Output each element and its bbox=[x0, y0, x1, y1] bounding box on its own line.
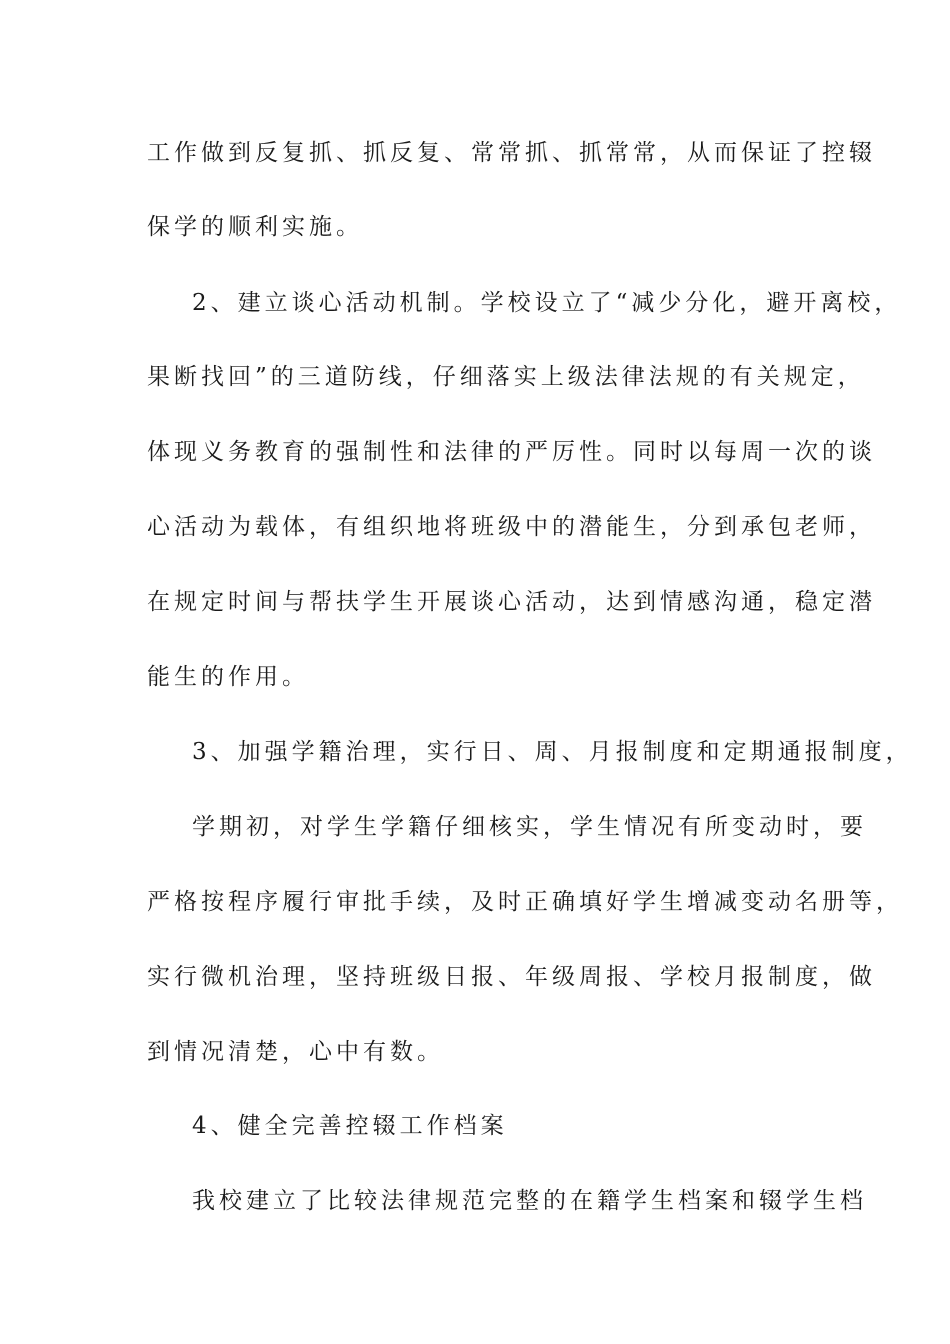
text-line: 在规定时间与帮扶学生开展谈心活动，达到情感沟通，稳定潜 bbox=[147, 589, 876, 615]
text-line: 到情况清楚，心中有数。 bbox=[147, 1039, 444, 1065]
text-line: 3、加强学籍治理，实行日、周、月报制度和定期通报制度， bbox=[192, 739, 913, 765]
text-line: 实行微机治理，坚持班级日报、年级周报、学校月报制度，做 bbox=[147, 964, 876, 990]
text-line: 我校建立了比较法律规范完整的在籍学生档案和辍学生档 bbox=[192, 1188, 867, 1214]
text-line: 保学的顺利实施。 bbox=[147, 214, 363, 240]
text-line: 2、建立谈心活动机制。学校设立了“减少分化，避开离校， bbox=[192, 290, 902, 316]
text-line: 心活动为载体，有组织地将班级中的潜能生，分到承包老师， bbox=[147, 514, 876, 540]
text-line: 工作做到反复抓、抓反复、常常抓、抓常常，从而保证了控辍 bbox=[147, 140, 876, 166]
text-line: 4、健全完善控辍工作档案 bbox=[192, 1113, 508, 1139]
text-line: 学期初，对学生学籍仔细核实，学生情况有所变动时，要 bbox=[192, 814, 867, 840]
text-line: 果断找回”的三道防线，仔细落实上级法律法规的有关规定， bbox=[147, 364, 865, 390]
text-line: 能生的作用。 bbox=[147, 664, 309, 690]
text-line: 严格按程序履行审批手续，及时正确填好学生增减变动名册等， bbox=[147, 889, 903, 915]
text-line: 体现义务教育的强制性和法律的严厉性。同时以每周一次的谈 bbox=[147, 439, 876, 465]
